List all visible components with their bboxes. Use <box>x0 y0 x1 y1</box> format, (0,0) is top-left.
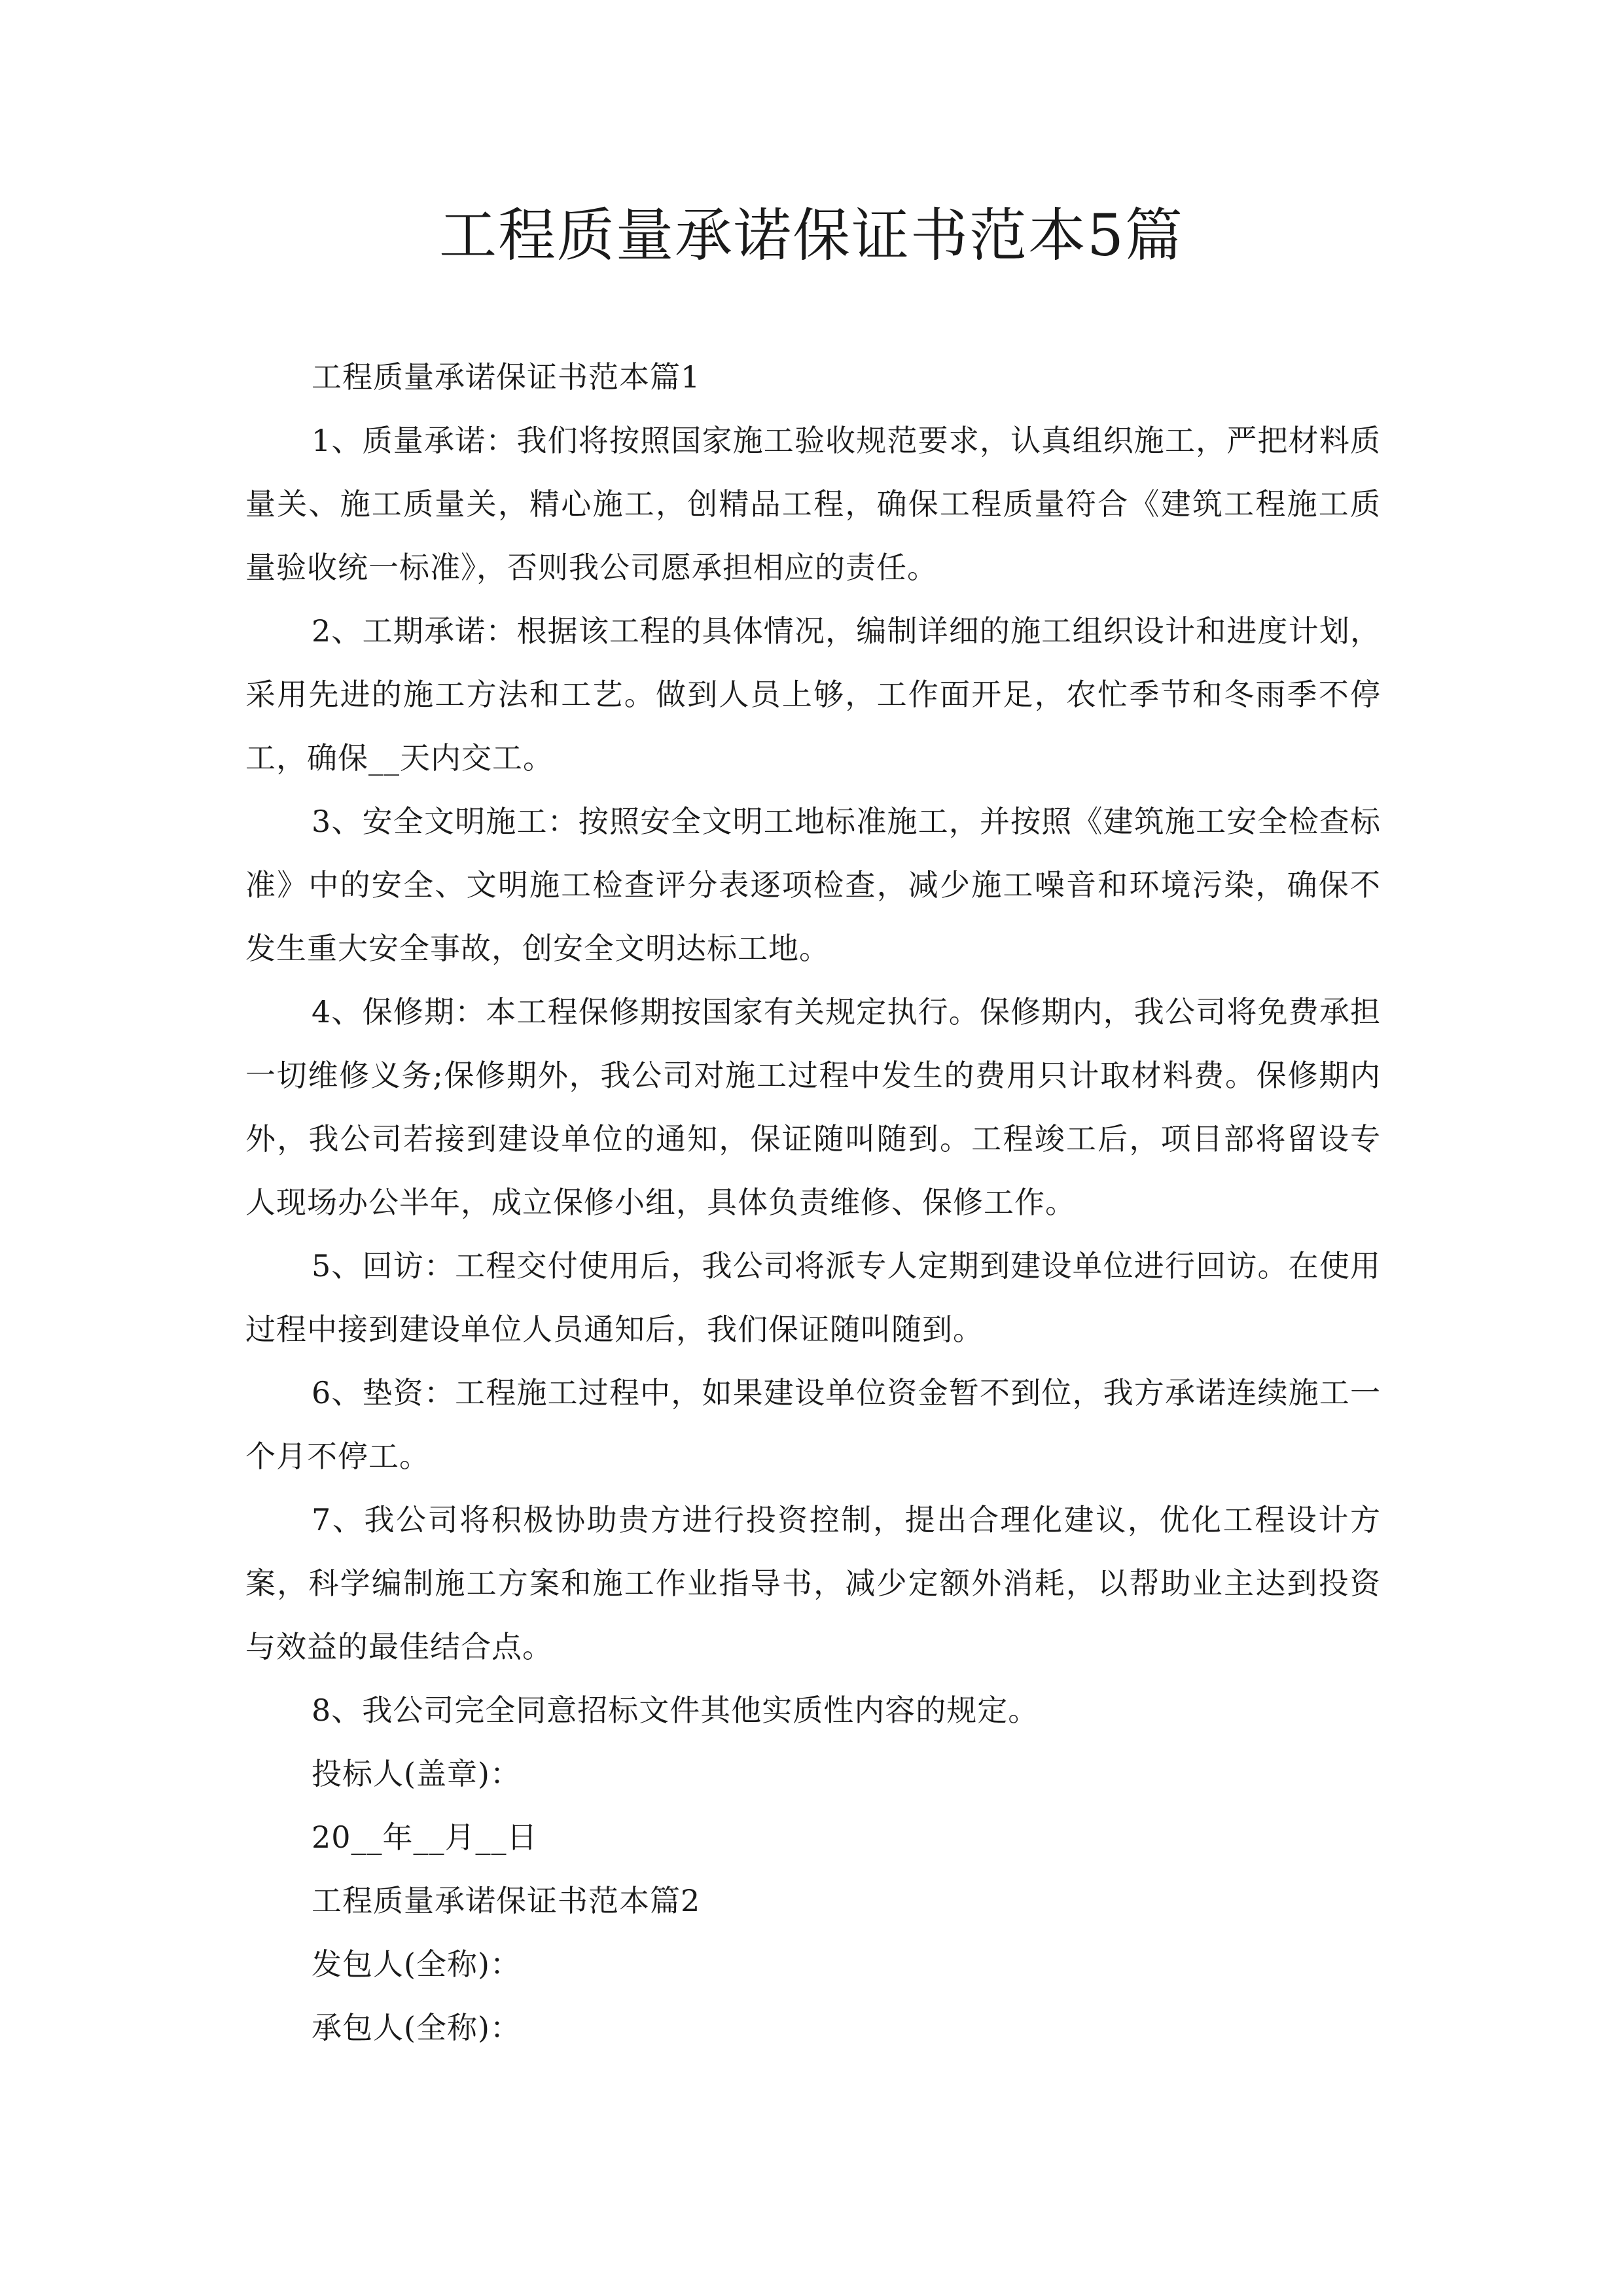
document-title: 工程质量承诺保证书范本5篇 <box>439 202 1184 269</box>
paragraph-item-3: 3、安全文明施工：按照安全文明工地标准施工，并按照《建筑施工安全检查标准》中的安全、文明施工检查评分表逐项检查，减少施工噪音和环境污染，确保不发生重大安全事故，创安全文明达标工地。 <box>245 804 1381 966</box>
paragraph-item-7: 7、我公司将积极协助贵方进行投资控制，提出合理化建议，优化工程设计方案，科学编制施工方案和施工作业指导书，减少定额外消耗，以帮助业主达到投资与效益的最佳结合点。 <box>245 1502 1381 1664</box>
paragraph-item-1: 1、质量承诺：我们将按照国家施工验收规范要求，认真组织施工，严把材料质量关、施工质量关，精心施工，创精品工程，确保工程质量符合《建筑工程施工质量验收统一标准》，否则我公司愿承担相应的责任。 <box>245 423 1381 585</box>
employer-label: 发包人(全称)： <box>312 1946 521 1982</box>
paragraph-item-8: 8、我公司完全同意招标文件其他实质性内容的规定。 <box>312 1693 1039 1728</box>
date-line: 20__年__月__日 <box>312 1820 538 1855</box>
bidder-signature-label: 投标人(盖章)： <box>312 1756 521 1791</box>
paragraph-item-2: 2、工期承诺：根据该工程的具体情况，编制详细的施工组织设计和进度计划，采用先进的施工方法和工艺。做到人员上够，工作面开足，农忙季节和冬雨季不停工，确保__天内交工。 <box>245 613 1381 776</box>
section-heading-2: 工程质量承诺保证书范本篇2 <box>312 1883 701 1918</box>
contractor-label: 承包人(全称)： <box>312 2010 521 2045</box>
document-body <box>245 346 1381 2060</box>
paragraph-item-4: 4、保修期：本工程保修期按国家有关规定执行。保修期内，我公司将免费承担一切维修义务;保修期外，我公司对施工过程中发生的费用只计取材料费。保修期内外，我公司若接到建设单位的通知，保证随叫随到。工程竣工后，项目部将留设专人现场办公半年，成立保修小组，具体负责维修、保修工作。 <box>245 994 1381 1220</box>
paragraph-item-6: 6、垫资：工程施工过程中，如果建设单位资金暂不到位，我方承诺连续施工一个月不停工。 <box>245 1375 1381 1474</box>
section-heading-1: 工程质量承诺保证书范本篇1 <box>312 359 701 395</box>
paragraph-item-5: 5、回访：工程交付使用后，我公司将派专人定期到建设单位进行回访。在使用过程中接到建设单位人员通知后，我们保证随叫随到。 <box>245 1248 1381 1347</box>
